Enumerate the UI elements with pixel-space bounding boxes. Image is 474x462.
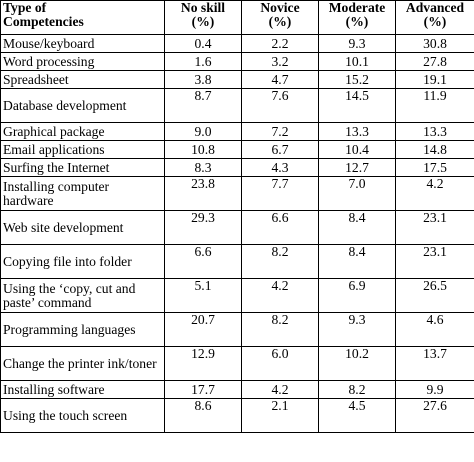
cell-advanced: 23.1 — [396, 211, 474, 245]
competency-name: Graphical package — [1, 123, 165, 141]
cell-novice: 4.2 — [242, 381, 319, 399]
table-row — [1, 35, 474, 53]
cell-moderate: 9.3 — [319, 313, 396, 347]
table-row — [1, 159, 474, 177]
cell-moderate: 10.1 — [319, 53, 396, 71]
cell-advanced: 9.9 — [396, 381, 474, 399]
cell-no-skill: 6.6 — [165, 245, 242, 279]
cell-moderate: 13.3 — [319, 123, 396, 141]
cell-moderate: 15.2 — [319, 71, 396, 89]
cell-no-skill: 10.8 — [165, 141, 242, 159]
cell-novice: 2.1 — [242, 399, 319, 433]
cell-no-skill: 1.6 — [165, 53, 242, 71]
table-row — [1, 141, 474, 159]
competency-name: Word processing — [1, 53, 165, 71]
table-row — [1, 347, 474, 381]
table-row — [1, 381, 474, 399]
header-moderate: Moderate (%) — [319, 1, 396, 35]
cell-advanced: 13.3 — [396, 123, 474, 141]
cell-no-skill: 17.7 — [165, 381, 242, 399]
competency-name: Installing computer hardware — [1, 177, 165, 211]
cell-advanced: 30.8 — [396, 35, 474, 53]
table-row — [1, 177, 474, 211]
cell-novice: 7.2 — [242, 123, 319, 141]
header-type-of-competencies: Type of Competencies — [1, 1, 165, 35]
cell-advanced: 14.8 — [396, 141, 474, 159]
cell-advanced: 23.1 — [396, 245, 474, 279]
cell-novice: 6.6 — [242, 211, 319, 245]
cell-advanced: 27.6 — [396, 399, 474, 433]
cell-no-skill: 0.4 — [165, 35, 242, 53]
cell-moderate: 9.3 — [319, 35, 396, 53]
competency-name: Installing software — [1, 381, 165, 399]
cell-no-skill: 3.8 — [165, 71, 242, 89]
cell-moderate: 6.9 — [319, 279, 396, 313]
header-no-skill: No skill (%) — [165, 1, 242, 35]
competency-name: Email applications — [1, 141, 165, 159]
cell-novice: 6.7 — [242, 141, 319, 159]
cell-advanced: 4.6 — [396, 313, 474, 347]
competency-name: Using the ‘copy, cut and paste’ command — [1, 279, 165, 313]
cell-novice: 4.2 — [242, 279, 319, 313]
cell-novice: 8.2 — [242, 245, 319, 279]
competency-name: Change the printer ink/toner — [1, 347, 165, 381]
cell-moderate: 8.2 — [319, 381, 396, 399]
cell-moderate: 10.2 — [319, 347, 396, 381]
cell-advanced: 13.7 — [396, 347, 474, 381]
cell-moderate: 8.4 — [319, 211, 396, 245]
cell-no-skill: 23.8 — [165, 177, 242, 211]
cell-no-skill: 8.3 — [165, 159, 242, 177]
competency-name: Mouse/keyboard — [1, 35, 165, 53]
cell-moderate: 10.4 — [319, 141, 396, 159]
cell-no-skill: 12.9 — [165, 347, 242, 381]
cell-moderate: 7.0 — [319, 177, 396, 211]
cell-advanced: 27.8 — [396, 53, 474, 71]
header-row — [1, 1, 474, 35]
cell-moderate: 4.5 — [319, 399, 396, 433]
competency-name: Database development — [1, 89, 165, 123]
cell-novice: 8.2 — [242, 313, 319, 347]
cell-novice: 7.7 — [242, 177, 319, 211]
table-body — [1, 35, 474, 433]
cell-no-skill: 29.3 — [165, 211, 242, 245]
competency-name: Web site development — [1, 211, 165, 245]
competency-name: Using the touch screen — [1, 399, 165, 433]
table-row — [1, 123, 474, 141]
cell-novice: 4.7 — [242, 71, 319, 89]
cell-moderate: 12.7 — [319, 159, 396, 177]
cell-novice: 6.0 — [242, 347, 319, 381]
header-novice: Novice (%) — [242, 1, 319, 35]
table-row — [1, 89, 474, 123]
table-row — [1, 399, 474, 433]
cell-moderate: 8.4 — [319, 245, 396, 279]
competency-name: Spreadsheet — [1, 71, 165, 89]
table-row — [1, 279, 474, 313]
cell-no-skill: 20.7 — [165, 313, 242, 347]
cell-advanced: 26.5 — [396, 279, 474, 313]
cell-novice: 7.6 — [242, 89, 319, 123]
cell-novice: 2.2 — [242, 35, 319, 53]
table-row — [1, 71, 474, 89]
cell-no-skill: 9.0 — [165, 123, 242, 141]
cell-no-skill: 8.7 — [165, 89, 242, 123]
cell-advanced: 11.9 — [396, 89, 474, 123]
table-row — [1, 211, 474, 245]
cell-moderate: 14.5 — [319, 89, 396, 123]
cell-no-skill: 8.6 — [165, 399, 242, 433]
cell-advanced: 17.5 — [396, 159, 474, 177]
table-row — [1, 53, 474, 71]
competency-name: Surfing the Internet — [1, 159, 165, 177]
cell-advanced: 4.2 — [396, 177, 474, 211]
cell-novice: 4.3 — [242, 159, 319, 177]
cell-advanced: 19.1 — [396, 71, 474, 89]
table-row — [1, 245, 474, 279]
header-advanced: Advanced (%) — [396, 1, 474, 35]
competency-name: Programming languages — [1, 313, 165, 347]
competency-name: Copying file into folder — [1, 245, 165, 279]
cell-no-skill: 5.1 — [165, 279, 242, 313]
cell-novice: 3.2 — [242, 53, 319, 71]
table-row — [1, 313, 474, 347]
